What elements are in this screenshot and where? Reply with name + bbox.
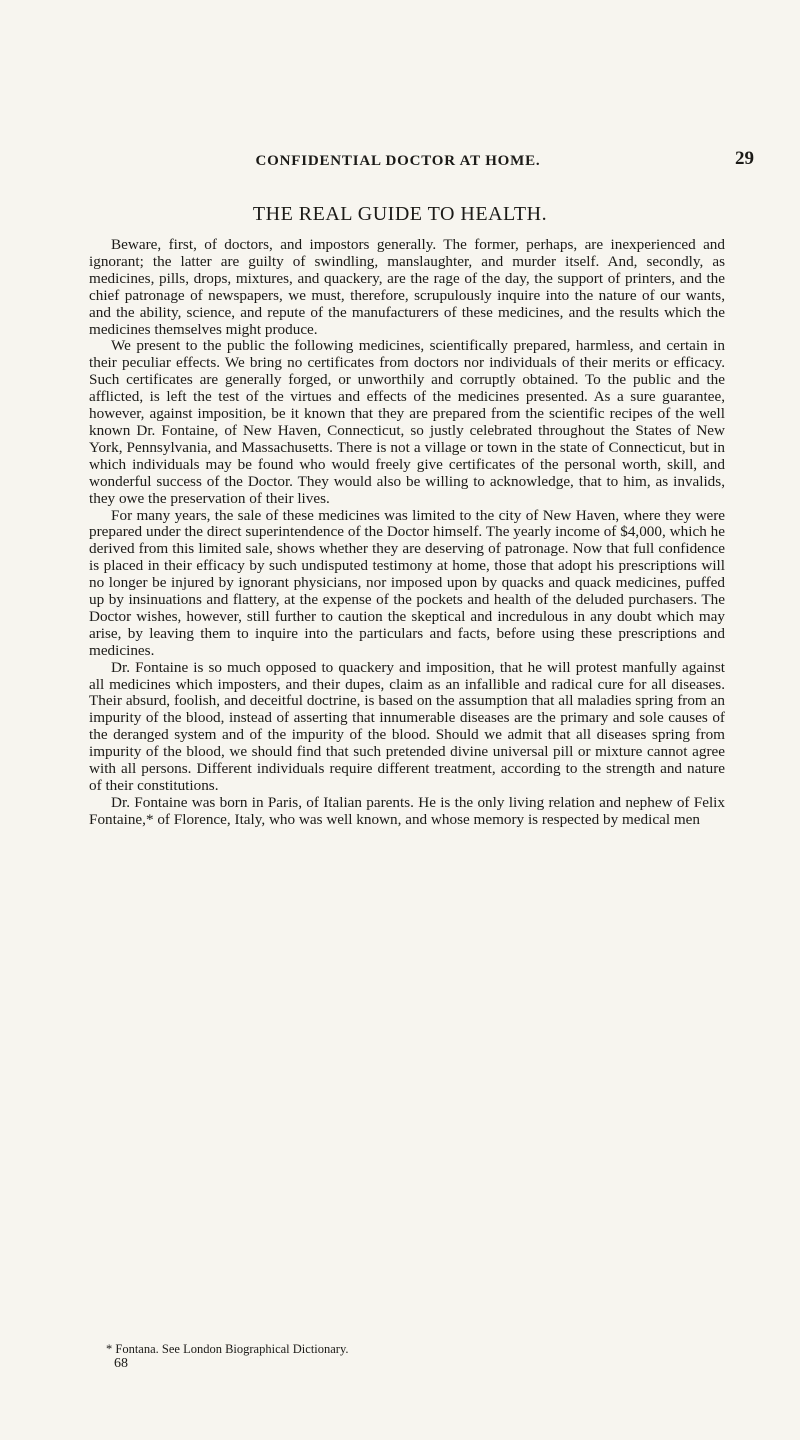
article-title: THE REAL GUIDE TO HEALTH. — [252, 203, 548, 225]
paragraph: Dr. Fontaine is so much opposed to quackery and imposition, that he will protest manfully against all medicines which imposters, and their dupes, claim as an infallible and radical cure for all diseases. Their absurd, foolish, and deceitful doctrine, is based on the assumption that all maladies spring from an impurity of the blood, instead of asserting that innumerable diseases are the primary and sole causes of the deranged system and of the impurity of the blood. Should we admit that all diseases spring from impurity of the blood, we should find that such pretended divine universal pill or mixture cannot agree with all persons. Different individuals require different treatment, according to the strength and nature of their constitutions. — [89, 658, 725, 794]
page-number: 29 — [735, 148, 754, 169]
footnote: * Fontana. See London Biographical Dictionary. — [106, 1342, 349, 1356]
paragraph: For many years, the sale of these medicines was limited to the city of New Haven, where they were prepared under the direct superintendence of the Doctor himself. The yearly income of $4,000, which he derived from this limited sale, shows whether they are deserving of patronage. Now that full confidence is placed in their efficacy by such undisputed testimony at home, those that adopt his prescriptions will no longer be injured by ignorant physicians, nor imposed upon by quacks and quack medicines, puffed up by insinuations and flattery, at the expense of the pockets and health of the deluded purchasers. The Doctor wishes, however, still further to caution the skeptical and incredulous in any doubt which may arise, by leaving them to inquire into the particulars and facts, before using these prescriptions and medicines. — [89, 506, 725, 659]
paragraph: Dr. Fontaine was born in Paris, of Italian parents. He is the only living relation and nephew of Felix Fontaine,* of Florence, Italy, who was well known, and whose memory is respected by medical men — [89, 793, 725, 828]
paragraph: Beware, first, of doctors, and impostors generally. The former, perhaps, are inexperienced and ignorant; the latter are guilty of swindling, manslaughter, and murder itself. And, secondly, as medicines, pills, drops, mixtures, and quackery, are the rage of the day, the support of printers, and the chief patronage of newspapers, we must, therefore, scrupulously inquire into the nature of our wants, and the ability, science, and repute of the manufacturers of these medicines, and the results which the medicines themselves might produce. — [89, 236, 725, 338]
running-head: CONFIDENTIAL DOCTOR AT HOME. — [255, 153, 541, 169]
paragraph: We present to the public the following medicines, scientifically prepared, harmless, and certain in their peculiar effects. We bring no certificates from doctors nor individuals of their merits or efficacy. Such certificates are generally forged, or unworthily and corruptly obtained. To the public and the afflicted, is left the test of the virtues and effects of the medicines presented. As a sure guarantee, however, against imposition, be it known that they are prepared from the scientific recipes of the well known Dr. Fontaine, of New Haven, Connecticut, so justly celebrated throughout the States of New York, Pennsylvania, and Massachusetts. There is not a village or town in the state of Connecticut, but in which individuals may be found who would freely give certificates of the personal worth, skill, and wonderful success of the Doctor. They would also be willing to acknowledge, that to him, as invalids, they owe the preservation of their lives. — [89, 337, 725, 507]
article-body — [89, 237, 725, 829]
signature-mark: 68 — [114, 1356, 128, 1371]
